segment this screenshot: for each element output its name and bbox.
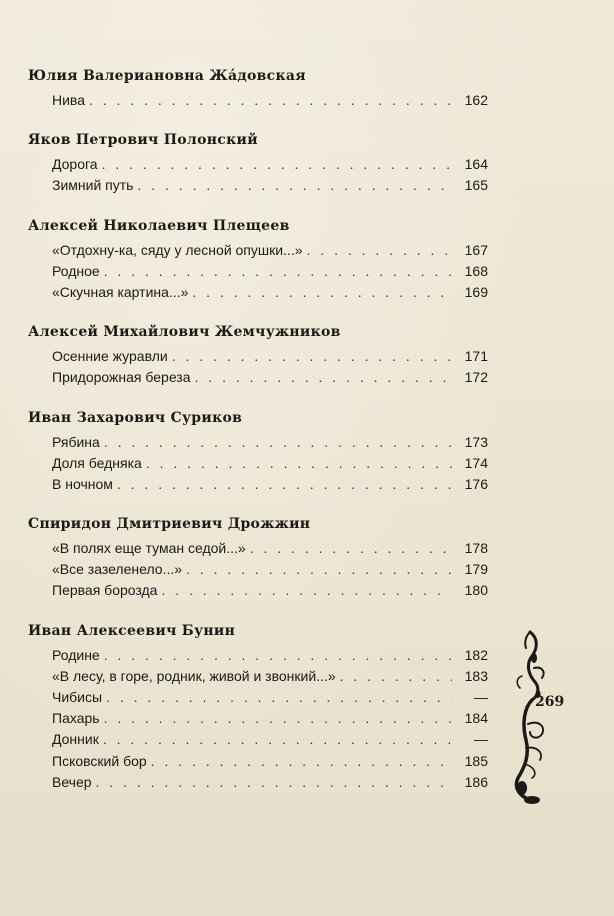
toc-entry <box>52 474 488 495</box>
toc-entry <box>52 559 488 580</box>
page-number: 176 <box>464 475 488 492</box>
poem-title: Доля бедняка <box>52 454 142 471</box>
page-number: 185 <box>464 752 488 769</box>
poem-title: «В лесу, в горе, родник, живой и звонкий...» <box>52 667 336 684</box>
poem-title: Родное <box>52 262 100 279</box>
page-number: 186 <box>464 773 488 790</box>
page-number: 184 <box>464 710 488 727</box>
toc-entry <box>52 154 488 175</box>
toc-entry <box>52 453 488 474</box>
dot-leader <box>192 282 452 303</box>
toc-section <box>28 130 488 196</box>
page-number-folio: 269 <box>535 694 565 710</box>
toc-section <box>28 621 488 793</box>
page-number: 179 <box>464 561 488 578</box>
dot-leader <box>104 645 452 666</box>
dot-leader <box>106 687 452 708</box>
dot-leader <box>161 580 452 601</box>
dot-leader <box>104 261 452 282</box>
poem-title: Пахарь <box>52 710 100 727</box>
poem-title: «Все зазеленело...» <box>52 561 183 578</box>
poem-title: В ночном <box>52 475 113 492</box>
dot-leader <box>96 772 452 793</box>
toc-entry <box>52 772 488 793</box>
page-number: 165 <box>464 177 488 194</box>
page-number: 169 <box>464 283 488 300</box>
poem-title: «В полях еще туман седой...» <box>52 540 246 557</box>
poem-title: Зимний путь <box>52 177 134 194</box>
toc-entry <box>52 261 488 282</box>
dot-leader <box>151 751 452 772</box>
toc-entry <box>52 346 488 367</box>
dot-leader <box>250 538 452 559</box>
floral-ornament-icon <box>508 628 552 806</box>
dot-leader <box>102 154 452 175</box>
dot-leader <box>103 729 452 750</box>
toc-entry <box>52 175 488 196</box>
toc-entry <box>52 580 488 601</box>
poem-title: Придорожная береза <box>52 369 191 386</box>
toc-entry <box>52 282 488 303</box>
page-number: 178 <box>464 540 488 557</box>
dot-leader <box>172 346 452 367</box>
poem-title: Осенние журавли <box>52 348 168 365</box>
poem-title: Вечер <box>52 773 92 790</box>
poem-title: Родине <box>52 646 100 663</box>
poem-title: Чибисы <box>52 689 103 705</box>
page-number: 180 <box>464 582 488 599</box>
toc-section <box>28 408 488 496</box>
dot-leader <box>117 474 452 495</box>
toc-entry <box>52 240 488 261</box>
page-number: 164 <box>464 156 488 173</box>
page-number: 174 <box>464 454 488 471</box>
poem-title: Донник <box>52 731 99 748</box>
table-of-contents <box>28 66 488 812</box>
author-heading: Алексей Николаевич Плещеев <box>28 217 290 234</box>
toc-entry <box>52 367 488 388</box>
toc-entry <box>52 666 488 687</box>
toc-entry <box>52 90 488 111</box>
author-heading: Юлия Валериановна Жáдовская <box>28 68 306 84</box>
toc-entry <box>52 729 488 750</box>
dot-leader <box>89 90 452 111</box>
toc-entry <box>52 687 488 708</box>
toc-section <box>28 514 488 602</box>
page-number: 182 <box>464 646 488 663</box>
author-heading: Иван Алексеевич Бунин <box>28 622 236 639</box>
page-number: — <box>474 731 488 748</box>
dot-leader <box>104 432 452 453</box>
toc-section <box>28 66 488 111</box>
dot-leader <box>195 367 452 388</box>
poem-title: Нива <box>52 92 85 108</box>
author-heading: Спиридон Дмитриевич Дрожжин <box>28 516 311 533</box>
poem-title: Дорога <box>52 156 98 173</box>
toc-section <box>28 322 488 388</box>
dot-leader <box>146 453 452 474</box>
toc-entry <box>52 708 488 729</box>
dot-leader <box>340 666 452 687</box>
toc-entry <box>52 538 488 559</box>
page-number: 171 <box>464 348 488 365</box>
page-number: — <box>474 689 488 705</box>
toc-entry <box>52 751 488 772</box>
page-number: 173 <box>464 433 488 450</box>
toc-entry <box>52 645 488 666</box>
dot-leader <box>186 559 452 580</box>
dot-leader <box>307 240 452 261</box>
poem-title: Рябина <box>52 433 100 450</box>
author-heading: Яков Петрович Полонский <box>28 132 258 149</box>
poem-title: Псковский бор <box>52 752 147 769</box>
toc-entry <box>52 432 488 453</box>
page-number: 183 <box>464 667 488 684</box>
author-heading: Иван Захарович Суриков <box>28 409 243 426</box>
poem-title: «Отдохну-ка, сяду у лесной опушки...» <box>52 241 303 258</box>
page-number: 168 <box>464 262 488 279</box>
toc-section <box>28 216 488 304</box>
page-number: 162 <box>464 92 488 108</box>
dot-leader <box>137 175 452 196</box>
poem-title: «Скучная картина...» <box>52 283 189 300</box>
page-number: 167 <box>464 241 488 258</box>
dot-leader <box>104 708 452 729</box>
page-number: 172 <box>464 369 488 386</box>
author-heading: Алексей Михайлович Жемчужников <box>28 324 341 341</box>
poem-title: Первая борозда <box>52 582 158 599</box>
